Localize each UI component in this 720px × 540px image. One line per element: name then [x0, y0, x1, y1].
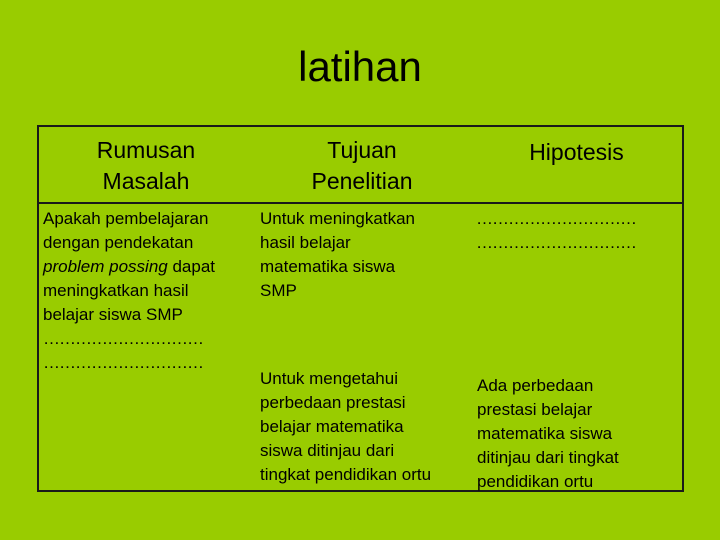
tujuan-2-line: perbedaan prestasi	[260, 393, 406, 412]
hipotesis-2-line: ditinjau dari tingkat	[477, 448, 619, 467]
header-hipotesis: Hipotesis	[529, 139, 624, 165]
slide-title: latihan	[298, 43, 422, 90]
hipotesis-placeholder: …………………………	[476, 233, 636, 252]
hipotesis-2-line: matematika siswa	[477, 424, 613, 443]
rumusan-placeholder: …………………………	[43, 329, 203, 348]
header-divider	[39, 202, 682, 204]
tujuan-2-line: tingkat pendidikan ortu	[260, 465, 432, 484]
header-rumusan-masalah: Rumusan Masalah	[96, 137, 196, 194]
rumusan-line: dengan pendekatan	[43, 233, 194, 252]
rumusan-line-rest: dapat	[167, 257, 216, 276]
tujuan-2-line: belajar matematika	[260, 417, 404, 436]
header-tujuan-penelitian: Tujuan Penelitian	[311, 137, 413, 194]
cell-hipotesis-2	[477, 374, 619, 494]
hipotesis-2-line: Ada perbedaan	[477, 376, 594, 395]
tujuan-1-line: hasil belajar	[260, 233, 351, 252]
cell-tujuan-1	[260, 207, 415, 303]
hipotesis-2-line: pendidikan ortu	[477, 472, 594, 491]
tujuan-1-line: SMP	[260, 281, 297, 300]
tujuan-2-line: Untuk mengetahui	[260, 369, 398, 388]
cell-tujuan-2	[260, 367, 431, 487]
hipotesis-placeholder: …………………………	[476, 209, 636, 228]
tujuan-2-line: siswa ditinjau dari	[260, 441, 395, 460]
rumusan-line	[43, 255, 215, 279]
cell-hipotesis-1	[476, 207, 636, 255]
rumusan-line: Apakah pembelajaran	[43, 209, 209, 228]
cell-rumusan-masalah	[43, 207, 215, 375]
rumusan-line: meningkatkan hasil	[43, 281, 189, 300]
rumusan-italic-term: problem possing	[43, 257, 168, 276]
rumusan-line: belajar siswa SMP	[43, 305, 183, 324]
research-table	[37, 125, 684, 492]
hipotesis-2-line: prestasi belajar	[477, 400, 593, 419]
tujuan-1-line: Untuk meningkatkan	[260, 209, 415, 228]
rumusan-placeholder: …………………………	[43, 353, 203, 372]
tujuan-1-line: matematika siswa	[260, 257, 396, 276]
